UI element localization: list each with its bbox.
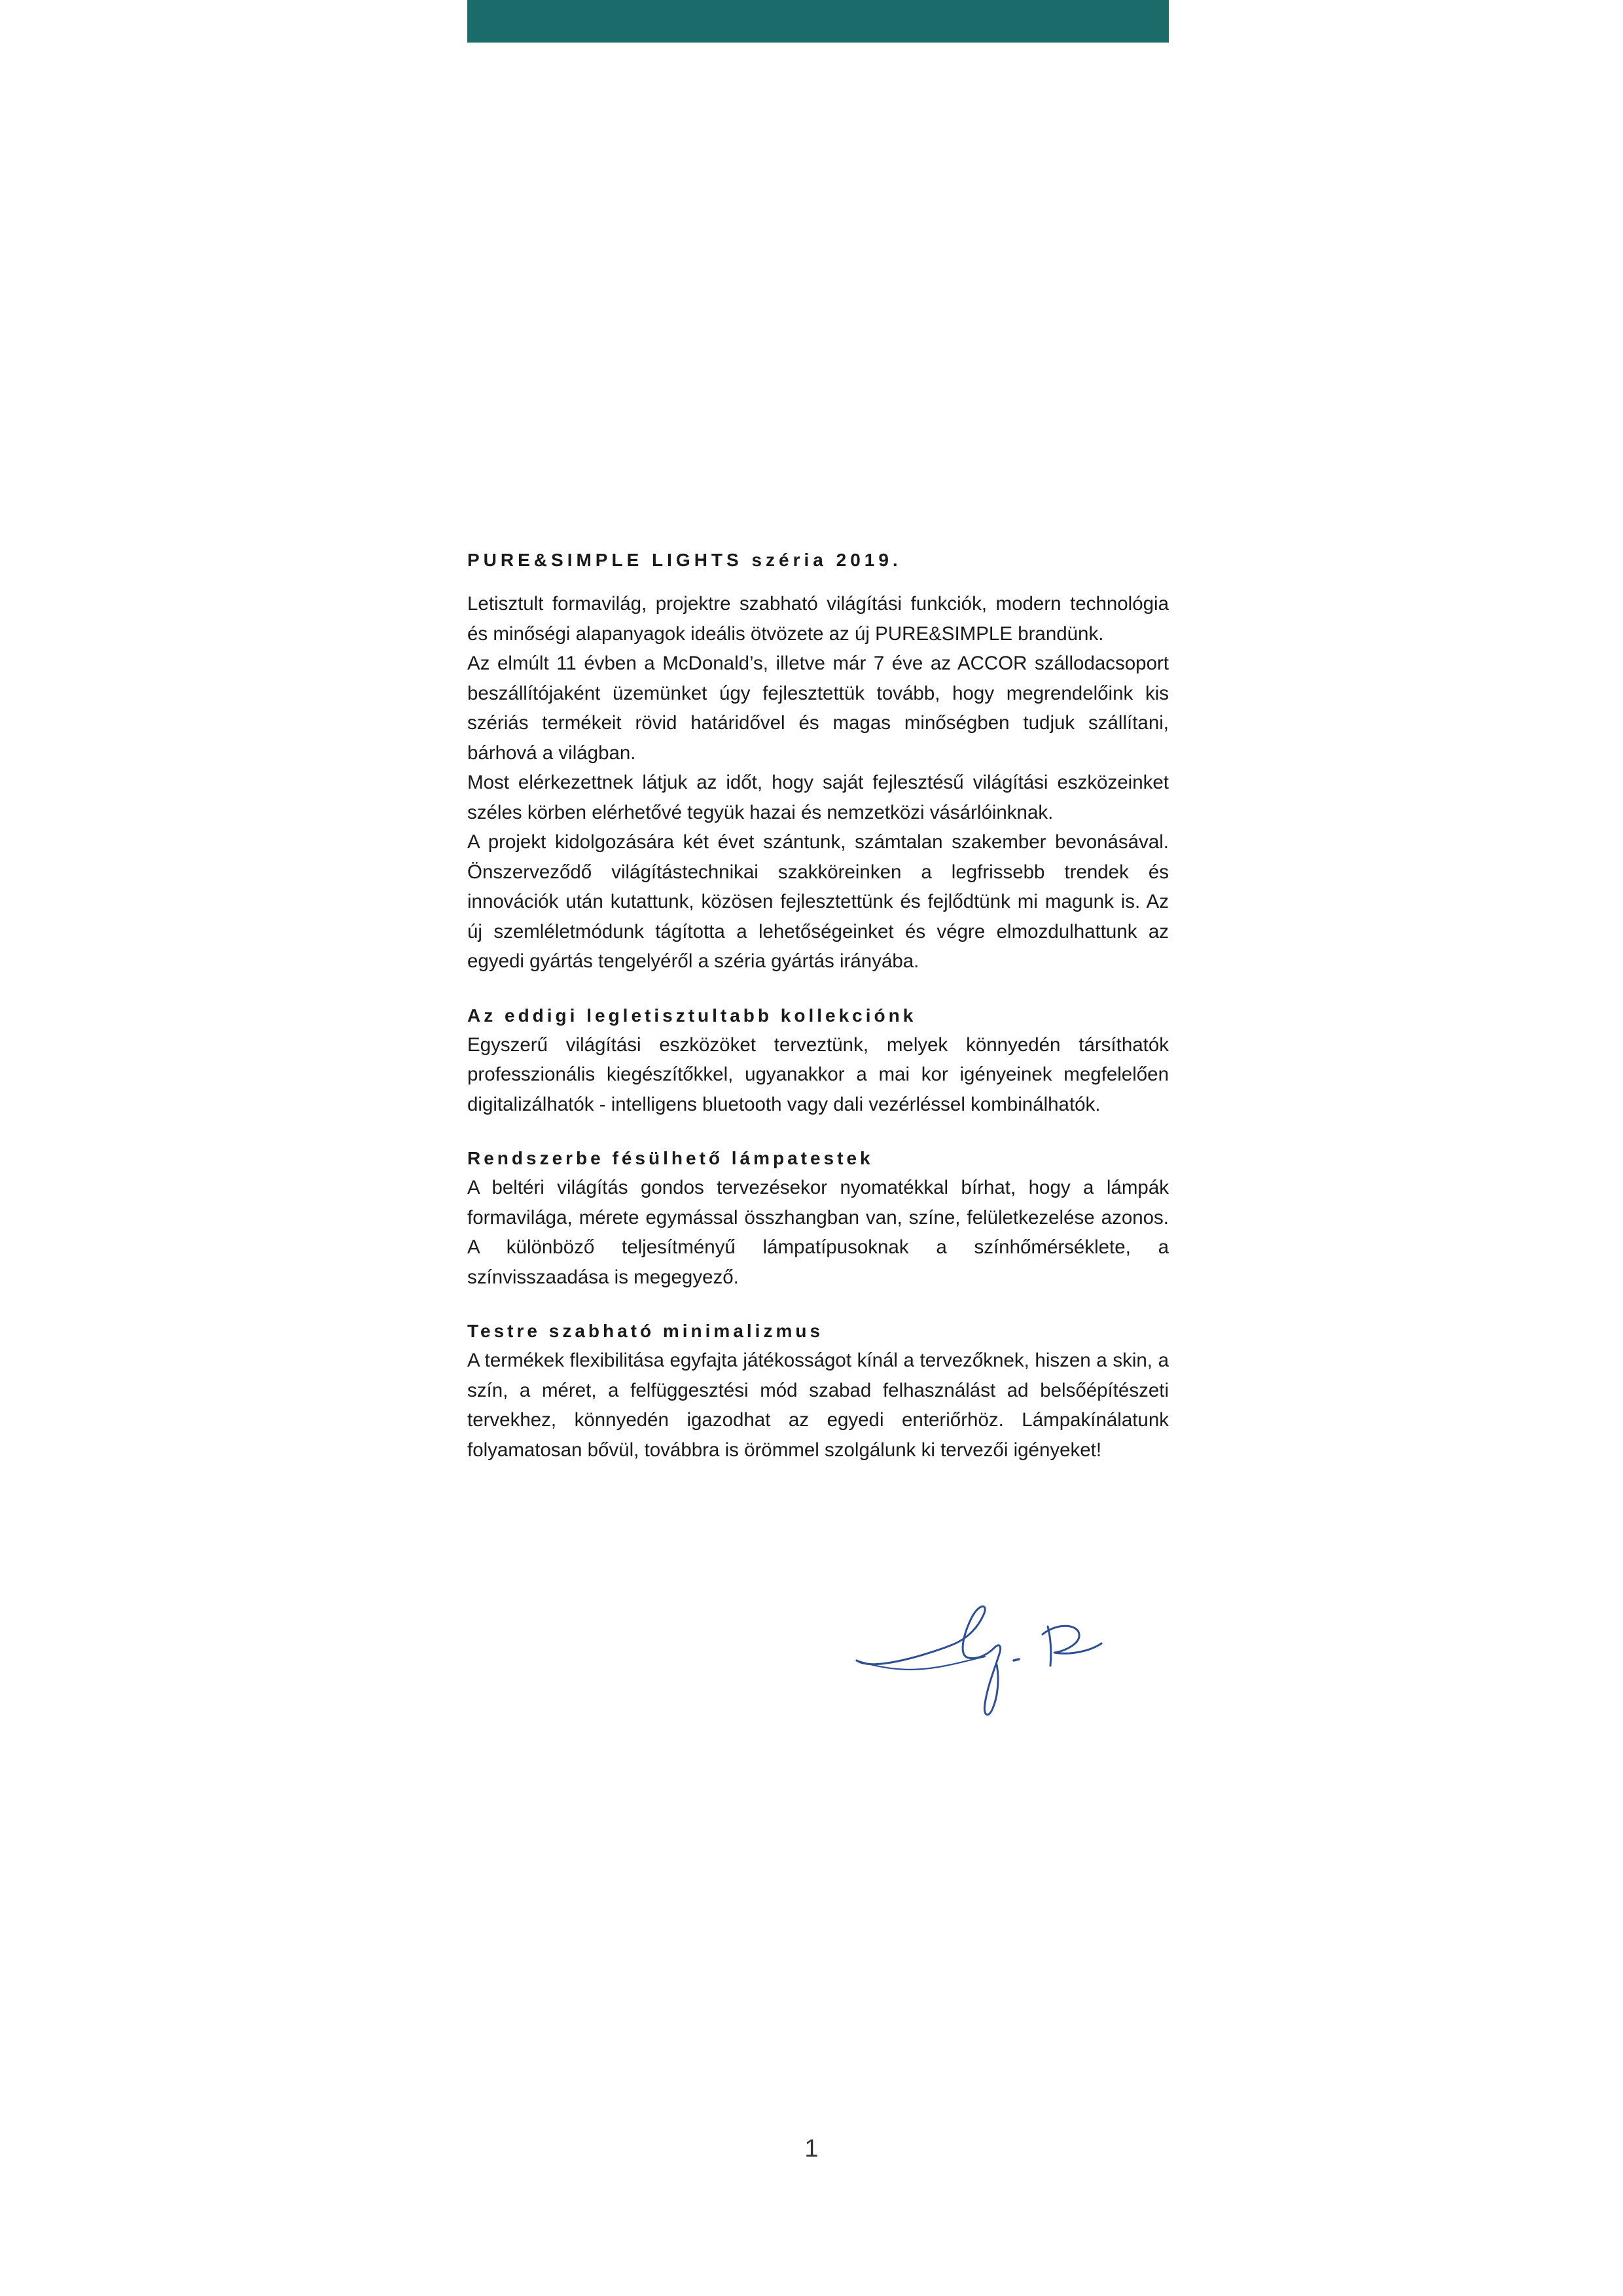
document-body (467, 547, 1169, 1465)
section-collection (467, 1001, 1169, 1120)
handwritten-signature-icon (854, 1574, 1181, 1725)
section-heading: Rendszerbe fésülhető lámpatestek (467, 1148, 874, 1168)
section-system-luminaires (467, 1143, 1169, 1292)
intro-block (467, 589, 1169, 977)
document-title: PURE&SIMPLE LIGHTS széria 2019. (467, 550, 902, 570)
intro-paragraph: A projekt kidolgozására két évet szántunk, számtalan szakember bevonásával. Önszerveződő világítástechnikai szakköreinken a legfrissebb trendek és innovációk után kutattunk, közösen fejlesztettünk és fejlődtünk mi magunk is. Az új szemléletmódunk tágította a lehetőségeinket és végre elmozdulhattunk az egyedi gyártás tengelyéről a széria gyártás irányába. (467, 831, 1169, 972)
section-body: A beltéri világítás gondos tervezésekor nyomatékkal bírhat, hogy a lámpák formavilága, mérete egymással összhangban van, színe, felületkezelése azonos. A különböző teljesítményű lámpatípusoknak a színhőmérséklete, a színvisszaadása is megegyező. (467, 1177, 1169, 1288)
intro-paragraph: Az elmúlt 11 évben a McDonald’s, illetve már 7 éve az ACCOR szállodacsoport beszállítójaként üzemünket úgy fejlesztettük tovább, hogy megrendelőink kis szériás termékeit rövid határidővel és magas minőségben tudjuk szállítani, bárhová a világban. (467, 653, 1169, 764)
page-number: 1 (804, 2135, 819, 2162)
intro-paragraph: Most elérkezettnek látjuk az időt, hogy saját fejlesztésű világítási eszközeinket széles körben elérhetővé tegyük hazai és nemzetközi vásárlóinknak. (467, 772, 1169, 823)
top-accent-bar (467, 0, 1169, 43)
section-custom-minimalism (467, 1316, 1169, 1465)
section-body: A termékek flexibilitása egyfajta játékosságot kínál a tervezőknek, hiszen a skin, a szín, a méret, a felfüggesztési mód szabad felhasználást ad belsőépítészeti tervekhez, könnyedén igazodhat az egyedi enteriőrhöz. Lámpakínálatunk folyamatosan bővül, továbbra is örömmel szolgálunk ki tervezői igényeket! (467, 1350, 1169, 1461)
intro-paragraph: Letisztult formavilág, projektre szabható világítási funkciók, modern technológia és minőségi alapanyagok ideális ötvözete az új PURE&SIMPLE brandünk. (467, 593, 1169, 645)
section-body: Egyszerű világítási eszközöket terveztünk, melyek könnyedén társíthatók professzionális kiegészítőkkel, ugyanakkor a mai kor igényeinek megfelelően digitalizálhatók - intelligens bluetooth vagy dali vezérléssel kombinálhatók. (467, 1033, 1169, 1115)
section-heading: Az eddigi legletisztultabb kollekciónk (467, 1005, 917, 1026)
section-heading: Testre szabható minimalizmus (467, 1321, 824, 1341)
